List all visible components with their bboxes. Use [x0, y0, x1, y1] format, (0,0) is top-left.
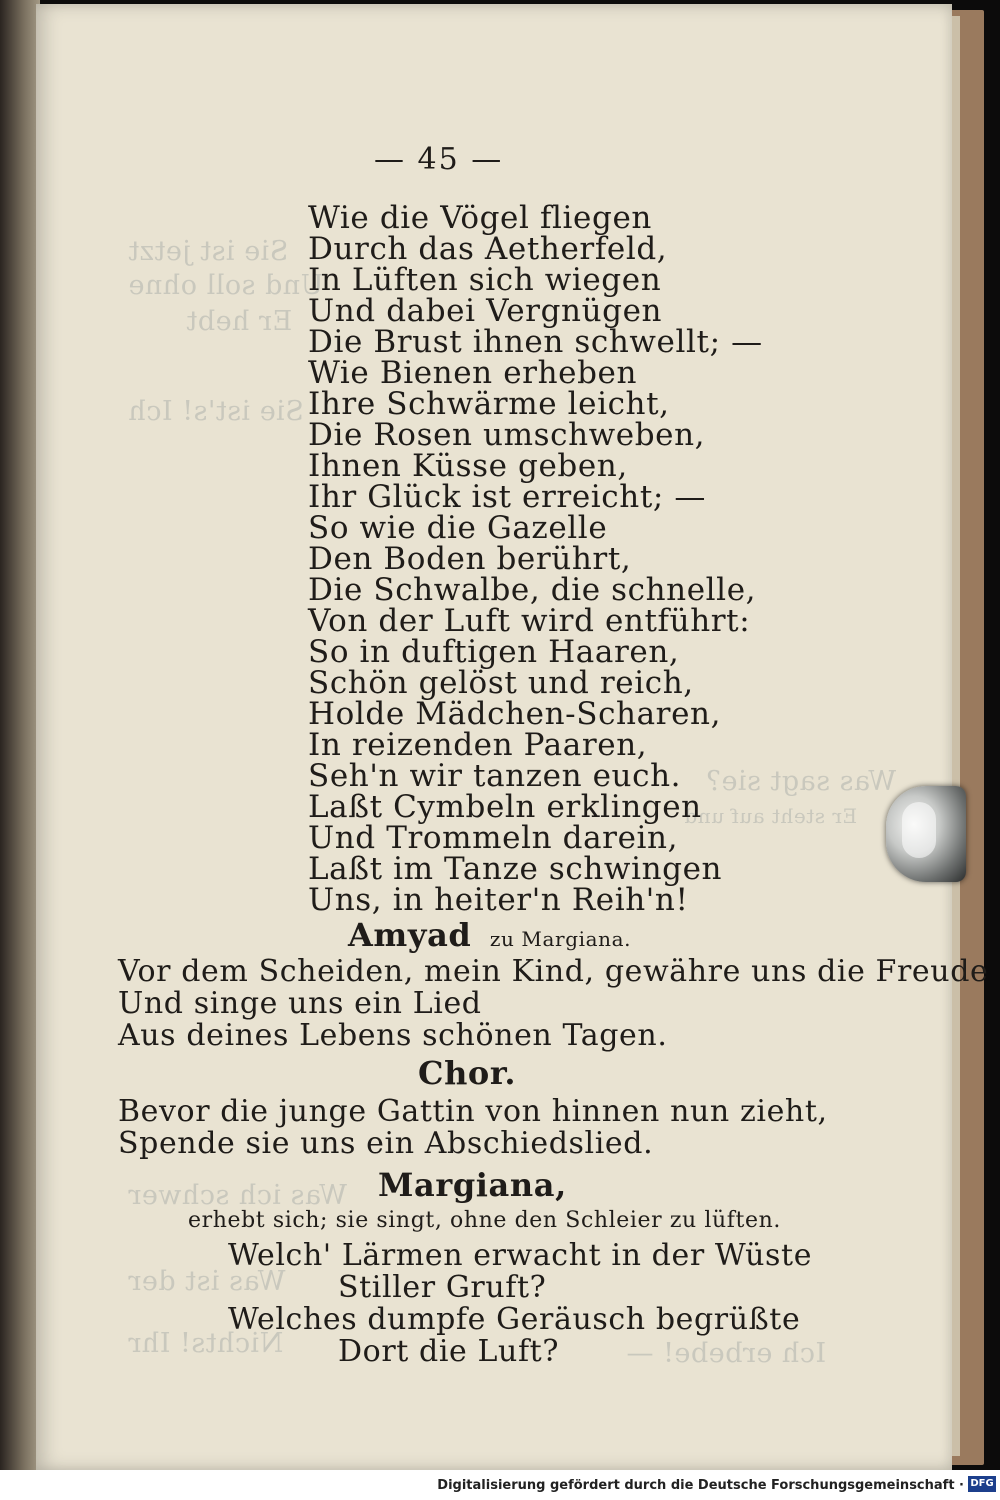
bleed-through-line: Nichts! Ihr [128, 1328, 284, 1359]
bleed-through-line: Er hebt [186, 306, 293, 337]
bleed-through-line: Was sagt sie? [706, 766, 897, 797]
dialogue-line: Vor dem Scheiden, mein Kind, gewähre uns die Freude [118, 954, 989, 989]
dialogue-line: Und singe uns ein Lied [118, 986, 482, 1021]
bleed-through-line: Und soll ohne [128, 270, 324, 301]
song-line: Stiller Gruft? [338, 1270, 547, 1305]
verse-line: Die Brust ihnen schwellt; — [308, 324, 763, 360]
verse-line: In Lüften sich wiegen [308, 262, 662, 298]
verse-line: Von der Luft wird entführt: [308, 603, 751, 639]
verse-line: Laßt im Tanze schwingen [308, 851, 723, 887]
bleed-through-line: Sie ist's! Ich [128, 396, 304, 427]
speaker-name: Margiana, [378, 1166, 567, 1204]
verse-line: Ihre Schwärme leicht, [308, 386, 670, 422]
dialogue-line: Spende sie uns ein Abschiedslied. [118, 1126, 654, 1161]
verse-line: So wie die Gazelle [308, 510, 608, 546]
verse-line: Wie Bienen erheben [308, 355, 638, 391]
stage-direction: zu Margiana. [489, 927, 632, 951]
bleed-through-line: Sie ist jetzt [128, 236, 289, 267]
verse-line: Durch das Aetherfeld, [308, 231, 668, 267]
footer-credit: Digitalisierung gefördert durch die Deutsche Forschungsgemeinschaft · [437, 1478, 964, 1493]
speaker-name: Chor. [418, 1054, 517, 1092]
verse-line: Wie die Vögel fliegen [308, 200, 652, 236]
verse-line: Schön gelöst und reich, [308, 665, 694, 701]
verse-line: Die Rosen umschweben, [308, 417, 706, 453]
verse-line: So in duftigen Haaren, [308, 634, 680, 670]
dialogue-line: Aus deines Lebens schönen Tagen. [118, 1018, 668, 1053]
verse-line: Holde Mädchen-Scharen, [308, 696, 722, 732]
bleed-through-line: Ich erbebe! — [626, 1338, 827, 1369]
bleed-through-line: Was ich schwer [128, 1180, 348, 1211]
book-page [36, 4, 989, 1470]
book-gutter [0, 0, 40, 1500]
speaker-heading [348, 916, 631, 954]
verse-line: Die Schwalbe, die schnelle, [308, 572, 757, 608]
verse-line: Ihr Glück ist erreicht; — [308, 479, 706, 515]
bleed-through-line: Er steht auf und [684, 804, 858, 828]
page-number: — 45 — [374, 142, 504, 177]
stage-direction: erhebt sich; sie singt, ohne den Schleier zu lüften. [188, 1208, 781, 1233]
song-line: Welches dumpfe Geräusch begrüßte [228, 1302, 801, 1337]
verse-line: Und dabei Vergnügen [308, 293, 663, 329]
verse-line: Seh'n wir tanzen euch. [308, 758, 682, 794]
song-line: Welch' Lärmen erwacht in der Wüste [228, 1238, 813, 1273]
dfg-logo: DFG [968, 1476, 996, 1492]
verse-line: Und Trommeln darein, [308, 820, 679, 856]
bleed-through-line: Was ist der [128, 1266, 286, 1297]
verse-line: Den Boden berührt, [308, 541, 632, 577]
verse-line: In reizenden Paaren, [308, 727, 648, 763]
page-clip [886, 786, 966, 882]
verse-line: Laßt Cymbeln erklingen [308, 789, 702, 825]
speaker-name: Amyad [348, 916, 472, 954]
song-line: Dort die Luft? [338, 1334, 560, 1369]
verse-line: Ihnen Küsse geben, [308, 448, 628, 484]
dialogue-line: Bevor die junge Gattin von hinnen nun zieht, [118, 1094, 828, 1129]
verse-line: Uns, in heiter'n Reih'n! [308, 882, 689, 918]
